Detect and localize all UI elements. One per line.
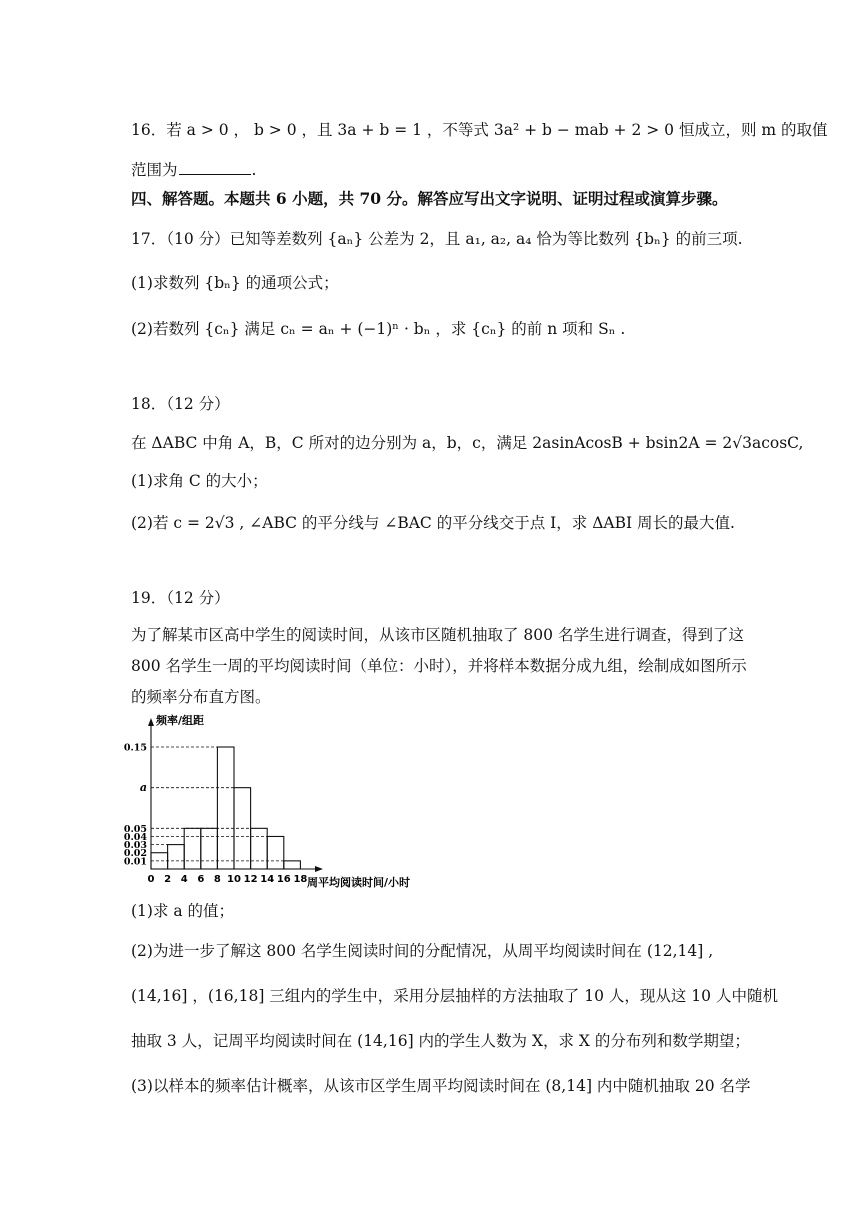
x-tick-label: 6 — [197, 874, 205, 885]
histogram-bar — [184, 828, 201, 869]
y-tick-label: a — [139, 781, 147, 795]
q19-part3-line1: (3)以样本的频率估计概率，从该市区学生周平均阅读时间在 (8,14] 内中随机抽取 20 名学 — [131, 1077, 751, 1095]
q18-header: 18．（12 分） — [131, 395, 230, 413]
y-tick-label: 0.05 — [124, 823, 147, 835]
q19-part1: (1)求 a 的值； — [131, 902, 235, 920]
q19-stem3: 的频率分布直方图。 — [131, 688, 271, 706]
x-tick-label: 12 — [243, 874, 258, 885]
q19-header: 19．（12 分） — [131, 589, 230, 607]
x-tick-label: 10 — [227, 874, 241, 885]
x-tick-label: 8 — [213, 874, 221, 885]
y-tick-label: 0.15 — [124, 742, 147, 754]
x-tick-label: 0 — [147, 874, 155, 885]
y-tick-label: 0.02 — [124, 848, 147, 860]
q16-line2-text: 范围为 — [131, 161, 178, 179]
x-axis-label: 周平均阅读时间/小时 — [307, 876, 411, 889]
x-tick-label: 14 — [260, 874, 275, 885]
q19-part2-line2: (14,16] ，(16,18] 三组内的学生中，采用分层抽样的方法抽取了 10 人，现从这 10 人中随机 — [131, 987, 778, 1005]
x-tick-label: 18 — [293, 874, 308, 885]
x-tick-label: 16 — [276, 874, 291, 885]
q17-part2: (2)若数列 {cₙ} 满足 cₙ = aₙ + (−1)ⁿ · bₙ ，求 {cₙ} 的前 n 项和 Sₙ . — [131, 320, 626, 338]
q16-line2 — [131, 158, 740, 181]
histogram-bar — [284, 861, 301, 869]
x-tick-label: 2 — [164, 874, 172, 885]
histogram-bar — [168, 845, 185, 869]
q19-part2-line1: (2)为进一步了解这 800 名学生阅读时间的分配情况，从周平均阅读时间在 (12,14] , — [131, 942, 714, 960]
x-tick-label: 4 — [180, 874, 188, 885]
q18-stem: 在 ΔABC 中角 A，B，C 所对的边分别为 a，b，c，满足 2asinAcosB + bsin2A = 2√3acosC, — [131, 434, 804, 452]
q16-line1: 16．若 a > 0 ， b > 0 ，且 3a + b = 1 ，不等式 3a² + b − mab + 2 > 0 恒成立，则 m 的取值 — [131, 121, 828, 139]
y-axis-label: 频率/组距 — [156, 714, 205, 727]
histogram-bar — [201, 828, 218, 869]
x-axis-arrow — [315, 866, 323, 872]
q17-stem: 17．（10 分）已知等差数列 {aₙ} 公差为 2，且 a₁, a₂, a₄ 恰为等比数列 {bₙ} 的前三项. — [131, 230, 743, 248]
section4-heading: 四、解答题。本题共 6 小题，共 70 分。解答应写出文字说明、证明过程或演算步骤。 — [131, 189, 728, 208]
histogram-bar — [217, 747, 234, 869]
histogram-bar — [267, 836, 284, 869]
y-tick-label: 0.01 — [124, 856, 147, 868]
q19-stem1: 为了解某市区高中学生的阅读时间，从该市区随机抽取了 800 名学生进行调查，得到了这 — [131, 626, 744, 644]
q16-line2-end: . — [251, 161, 257, 179]
answer-blank — [179, 158, 251, 175]
q18-part2: (2)若 c = 2√3 , ∠ABC 的平分线与 ∠BAC 的平分线交于点 I，求 ΔABI 周长的最大值. — [131, 514, 735, 532]
y-tick-label: 0.04 — [124, 831, 147, 843]
frequency-histogram — [124, 712, 434, 892]
y-axis-arrow — [148, 718, 154, 726]
q17-part1: (1)求数列 {bₙ} 的通项公式； — [131, 274, 339, 292]
q19-part2-line3: 抽取 3 人，记周平均阅读时间在 (14,16] 内的学生人数为 X，求 X 的分布列和数学期望； — [131, 1032, 750, 1050]
histogram-bar — [251, 828, 268, 869]
q18-part1: (1)求角 C 的大小； — [131, 472, 268, 490]
q19-stem2: 800 名学生一周的平均阅读时间（单位：小时），并将样本数据分成九组，绘制成如图所示 — [131, 657, 747, 675]
y-tick-label: 0.03 — [124, 840, 147, 852]
